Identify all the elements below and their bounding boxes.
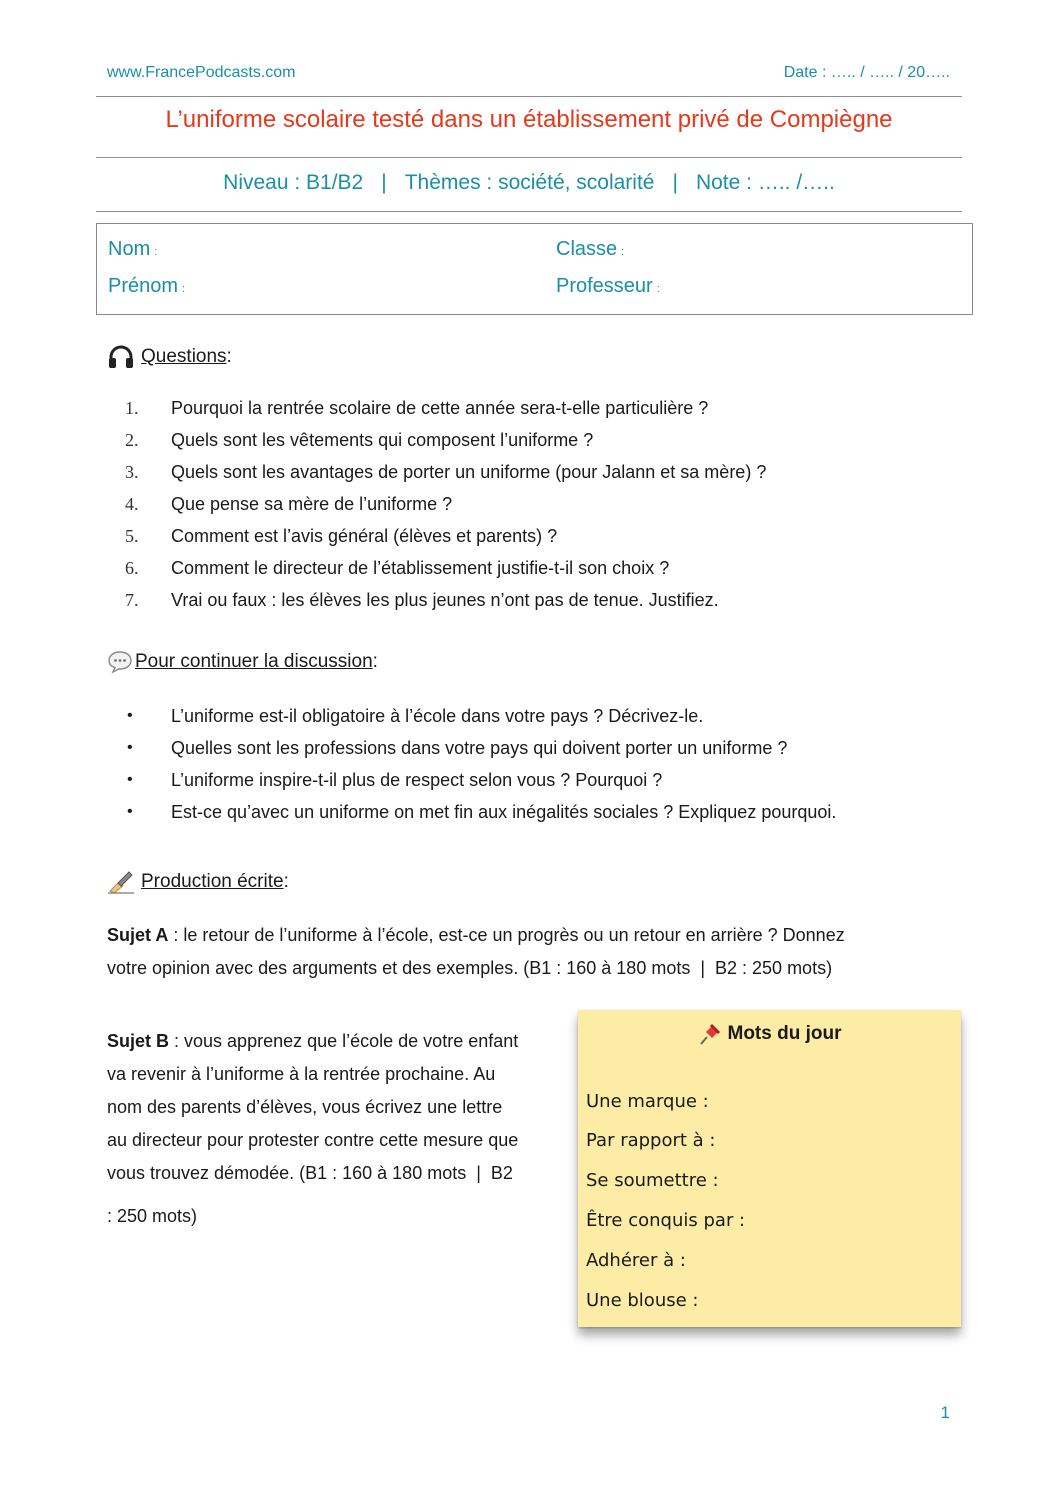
heading-colon: :: [372, 651, 378, 672]
writing-hand-icon: [107, 870, 135, 894]
teacher-label: Professeur: [556, 275, 653, 297]
item-number: 7.: [125, 589, 139, 610]
colon: :: [656, 283, 660, 295]
item-number: 3.: [125, 461, 139, 482]
subject-b: [107, 1025, 567, 1233]
item-text: Pourquoi la rentrée scolaire de cette année sera-t-elle particulière ?: [171, 397, 709, 418]
title-divider: [96, 157, 962, 158]
subject-b-text: : vous apprenez que l’école de votre enfant: [169, 1031, 519, 1051]
questions-title: Questions: [141, 346, 227, 367]
item-text: Comment le directeur de l’établissement justifie-t-il son choix ?: [171, 557, 670, 578]
item-text: Comment est l’avis général (élèves et parents) ?: [171, 525, 558, 546]
list-item: [107, 700, 987, 732]
list-item: [107, 584, 987, 616]
meta-separator: |: [381, 171, 387, 194]
sticky-title-text: Mots du jour: [727, 1023, 842, 1044]
level-label: Niveau : B1/B2: [223, 171, 364, 194]
themes-label: Thèmes : société, scolarité: [404, 171, 655, 194]
item-number: 2.: [125, 429, 139, 450]
item-text: Quels sont les avantages de porter un uniforme (pour Jalann et sa mère) ?: [171, 461, 767, 482]
subject-b-text: au directeur pour protester contre cette mesure que: [107, 1130, 519, 1150]
list-item: [107, 552, 987, 584]
subject-a-text: votre opinion avec des arguments et des exemples. (B1 : 160 à 180 mots | B2 : 250 mots): [107, 958, 833, 978]
subject-b-text: nom des parents d’élèves, vous écrivez une lettre: [107, 1097, 503, 1117]
headphones-icon: [107, 345, 135, 369]
item-text: Est-ce qu’avec un uniforme on met fin aux inégalités sociales ? Expliquez pourquoi.: [171, 801, 837, 822]
vocab-item: Être conquis par :: [586, 1210, 746, 1231]
item-text: L’uniforme inspire-t-il plus de respect selon vous ? Pourquoi ?: [171, 769, 663, 790]
colon: :: [154, 246, 158, 258]
subject-a: [107, 919, 977, 985]
subject-a-text: : le retour de l’uniforme à l’école, est-ce un progrès ou un retour en arrière ? Donnez: [168, 925, 845, 945]
subject-a-label: Sujet A: [107, 925, 169, 945]
bullet: •: [127, 803, 133, 820]
list-item: [107, 520, 987, 552]
bullet: •: [127, 771, 133, 788]
vocab-item: Une marque :: [586, 1091, 709, 1112]
questions-list: [107, 392, 987, 616]
class-field[interactable]: [556, 238, 624, 261]
list-item: [107, 764, 987, 796]
colon: :: [182, 283, 186, 295]
subject-b-text: vous trouvez démodée. (B1 : 160 à 180 mots | B2: [107, 1163, 513, 1183]
class-label: Classe: [556, 238, 618, 260]
subject-b-text: va revenir à l’uniforme à la rentrée prochaine. Au: [107, 1064, 496, 1084]
item-number: 4.: [125, 493, 139, 514]
meta-line: [96, 171, 962, 195]
student-info-box: [96, 223, 973, 315]
item-text: Quels sont les vêtements qui composent l’uniforme ?: [171, 429, 594, 450]
sticky-title: [578, 1022, 961, 1046]
bullet: •: [127, 739, 133, 756]
production-title: Production écrite: [141, 871, 284, 892]
item-text: Quelles sont les professions dans votre pays qui doivent porter un uniforme ?: [171, 737, 788, 758]
production-heading: [107, 870, 289, 894]
vocab-item: Une blouse :: [586, 1290, 699, 1311]
list-item: [107, 424, 987, 456]
item-text: L’uniforme est-il obligatoire à l’école dans votre pays ? Décrivez-le.: [171, 705, 704, 726]
item-number: 6.: [125, 557, 139, 578]
page-number: 1: [940, 1403, 950, 1422]
heading-colon: :: [226, 346, 232, 367]
document-title: L’uniforme scolaire testé dans un établissement privé de Compiègne: [165, 106, 893, 133]
header-divider: [96, 96, 962, 97]
subject-b-text: : 250 mots): [107, 1206, 198, 1226]
discussion-title: Pour continuer la discussion: [135, 651, 373, 672]
firstname-label: Prénom: [108, 275, 179, 297]
name-label: Nom: [108, 238, 151, 260]
firstname-field[interactable]: [108, 275, 185, 298]
subject-b-label: Sujet B: [107, 1031, 170, 1051]
list-item: [107, 488, 987, 520]
heading-colon: :: [283, 871, 289, 892]
speech-bubble-icon: [107, 650, 133, 674]
questions-heading: [107, 345, 232, 369]
meta-divider: [96, 211, 962, 212]
date-field: Date : ….. / ….. / 20…..: [783, 64, 950, 81]
meta-separator: |: [672, 171, 678, 194]
list-item: [107, 392, 987, 424]
name-field[interactable]: [108, 238, 157, 261]
teacher-field[interactable]: [556, 275, 660, 298]
vocab-item: Par rapport à :: [586, 1130, 716, 1151]
colon: :: [621, 246, 625, 258]
vocabulary-sticky-note: [578, 1010, 961, 1327]
item-number: 1.: [125, 397, 139, 418]
pushpin-icon: [698, 1022, 722, 1046]
list-item: [107, 796, 987, 828]
discussion-list: [107, 700, 987, 828]
discussion-heading: [107, 650, 378, 674]
vocab-item: Adhérer à :: [586, 1250, 686, 1271]
vocab-item: Se soumettre :: [586, 1170, 719, 1191]
grade-label: Note : ….. /…..: [695, 171, 835, 194]
website-link[interactable]: www.FrancePodcasts.com: [107, 64, 296, 81]
item-text: Que pense sa mère de l’uniforme ?: [171, 493, 453, 514]
item-number: 5.: [125, 525, 139, 546]
list-item: [107, 456, 987, 488]
item-text: Vrai ou faux : les élèves les plus jeunes n’ont pas de tenue. Justifiez.: [171, 589, 719, 610]
list-item: [107, 732, 987, 764]
bullet: •: [127, 707, 133, 724]
